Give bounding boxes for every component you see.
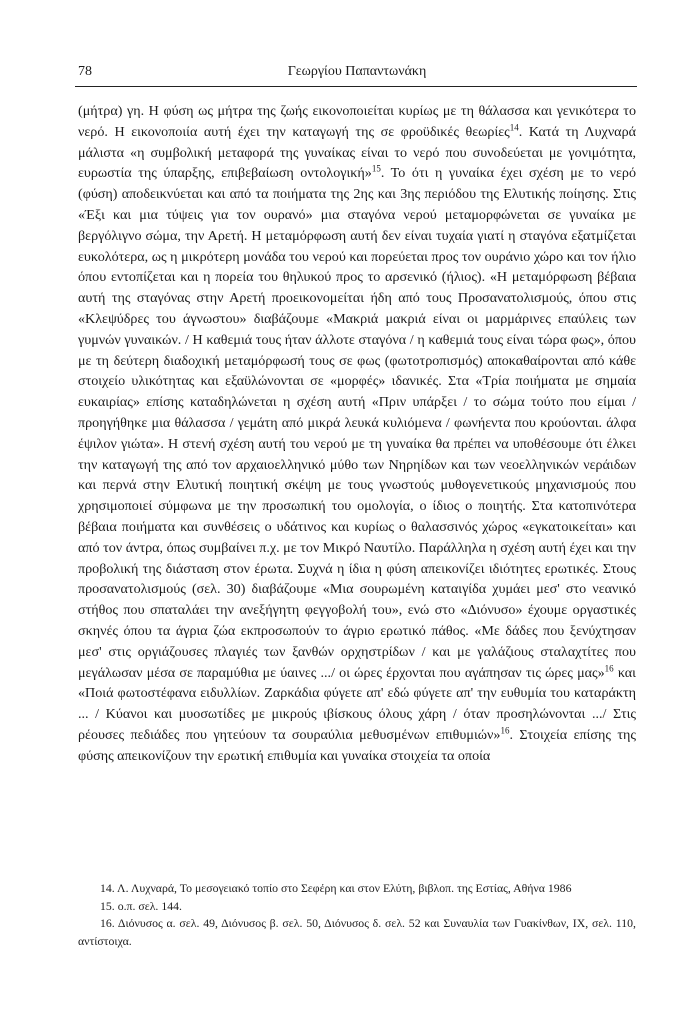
footnotes <box>78 880 636 950</box>
header-rule <box>75 86 637 87</box>
page-number: 78 <box>78 64 92 79</box>
running-head: Γεωργίου Παπαντωνάκη <box>287 64 427 79</box>
footnote-15: 15. ο.π. σελ. 144. <box>100 898 182 913</box>
body-text-segment: . Το ότι η γυναίκα έχει σχέση με το νερό (φύση) αποδεικνύεται και από τα ποιήματα της 2ης και 3ης περιόδου της Ελυτικής ποίησης. Στις «Έξι και μια τύψεις για τον ουρανό» μια σταγόνα νερού μεταμορφώνεται σε γυναίκα με βεργόλιγνο σώμα, την Αρετή. Η μεταμόρφωση αυτή δεν είναι τυχαία γιατί η σταγόνα εξατμίζεται ευκολότερα, ως η μικρότερη μονάδα του νερού και πορεύεται προς τον ουράνιο χώρο και τον ήλιο όπου εντοπίζεται και η πορεία του θηλυκού προς το αρσενικό (ήλιος). «Η μεταμόρφωση βέβαια αυτή της σταγόνας στην Αρετή προεικονομείται ήδη από τους Προσανατολισμούς, όπου στις «Κλεψύδρες του άγνωστου» διαβάζουμε «Μακριά μακριά είναι οι μαρμάρινες επαύλεις των γυμνών γυναικών. / Η καθεμιά τους ήταν άλλοτε σταγόνα / η καθεμιά τους είναι τώρα φως», όπου με τη δεύτερη διαδοχική μεταμόρφωσή τους σε φως (φωτοτροπισμός) αποκαθαίρονται από κάθε στοιχείο υλικότητας και εξαϋλώνονται σε «μορφές» ιδανικές. Στα «Τρία ποιήματα με σημαία ευκαιρίας» επίσης καταδηλώνεται η σχέση αυτή «Πριν υπάρξει / το σώμα τούτο που είμαι / προηγήθηκε μια θάλασσα / γεμάτη από μικρά λευκά κυλιόμενα / φωνήεντα που κρούονται. άλφα έψιλον γιώτα». Η στενή σχέση αυτή του νερού με τη γυναίκα θα πρέπει να υποθέσουμε ότι έλκει την καταγωγή της από τον αρχαιοελληνικό μύθο των Νηρηίδων και των νεοελληνικών νεράιδων και περνά στην Ελυτική ποιητική σκέψη με τους γνωστούς μυθογενετικούς μηχανισμούς που χρησιμοποιεί σύμφωνα με την προσωπική του ομολογία, ο ίδιος ο ποιητής. Στα κατοπινότερα βέβαια ποιήματα και συνθέσεις ο υδάτινος και κυρίως ο θαλασσινός χώρος «εγκατοικείται» και από τον άντρα, όπως συμβαίνει π.χ. με τον Μικρό Ναυτίλο. Παράλληλα η σχέση αυτή έχει και την προβολική της διάσταση στον έρωτα. Συχνά η ίδια η φύση απεικονίζει ιδιότητες ερωτικές. Στους προσανατολισμούς (σελ. 30) διαβάζουμε «Μια σουρωμένη καταιγίδα χυμάει μεσ' στο νεανικό στήθος που σπαταλάει την ανεξήγητη φεγγοβολή του», ενώ στο «Διόνυσο» έχουμε οργαστικές σκηνές όπου τα άγρια ζώα εκπροσωπούν το άγριο ερωτικό πάθος. «Με δάδες που ξενύχτησαν μεσ' στις οργιάζουσες πλαγιές των ξανθών ορχηστρίδων / και με γαλάζιους σταλαχτίτες που μεγάλωσαν μέσα σε παραμύθια με ύαινες .../ οι ώρες έρχονται που αγάπησαν τις ώρες μας» <box>78 165 636 681</box>
body-text-segment: (μήτρα) γη. Η φύση ως μήτρα της ζωής εικονοποιείται κυρίως με τη θάλασσα και γενικότερα το νερό. Η εικονοποιία αυτή έχει την καταγωγή της σε φροϋδικές θεωρίες <box>78 103 636 140</box>
body-paragraph <box>78 101 636 767</box>
footnote-ref-16[interactable]: 16 <box>500 725 510 736</box>
footnote-ref-15[interactable]: 15 <box>371 163 381 174</box>
body-text-segment: . Κατά τη Λυχναρά μάλιστα «η συμβολική μεταφορά της γυναίκας είναι το νερό που συνοδεύεται με γονιμότητα, ευρωστία της ύπαρξης, επιβεβαίωση οντολογική» <box>78 123 636 182</box>
body-text-segment: . Στοιχεία επίσης της φύσης απεικονίζουν την ερωτική επιθυμία και γυναίκα στοιχεία τα οποία <box>78 726 636 764</box>
body-text-segment: και «Ποιά φωτοστέφανα ειδυλλίων. Ζαρκάδια φύγετε απ' εδώ φύγετε απ' την ευθυμία του καταράκτη ... / Κύανοι και μυοσωτίδες με μικρούς ιβίσκους όλους χάρη / όταν προσηλώνονται .../ Στις ρέουσες πεδιάδες που γητεύουν τα σουραύλια μεθυσμένων επιθυμιών» <box>78 664 636 743</box>
footnote-ref-14[interactable]: 14 <box>509 122 519 133</box>
footnote-ref-16[interactable]: 16 <box>604 662 614 673</box>
footnote-14: 14. Λ. Λυχναρά, Το μεσογειακό τοπίο στο Σεφέρη και στον Ελύτη, βιβλοπ. της Εστίας, Αθήνα 1986 <box>100 881 572 895</box>
footnote-16: 16. Διόνυσος α. σελ. 49, Διόνυσος β. σελ. 50, Διόνυσος δ. σελ. 52 και Συναυλία των Γυακίνθων, IX, σελ. 110, αντίστοιχα. <box>78 916 636 948</box>
